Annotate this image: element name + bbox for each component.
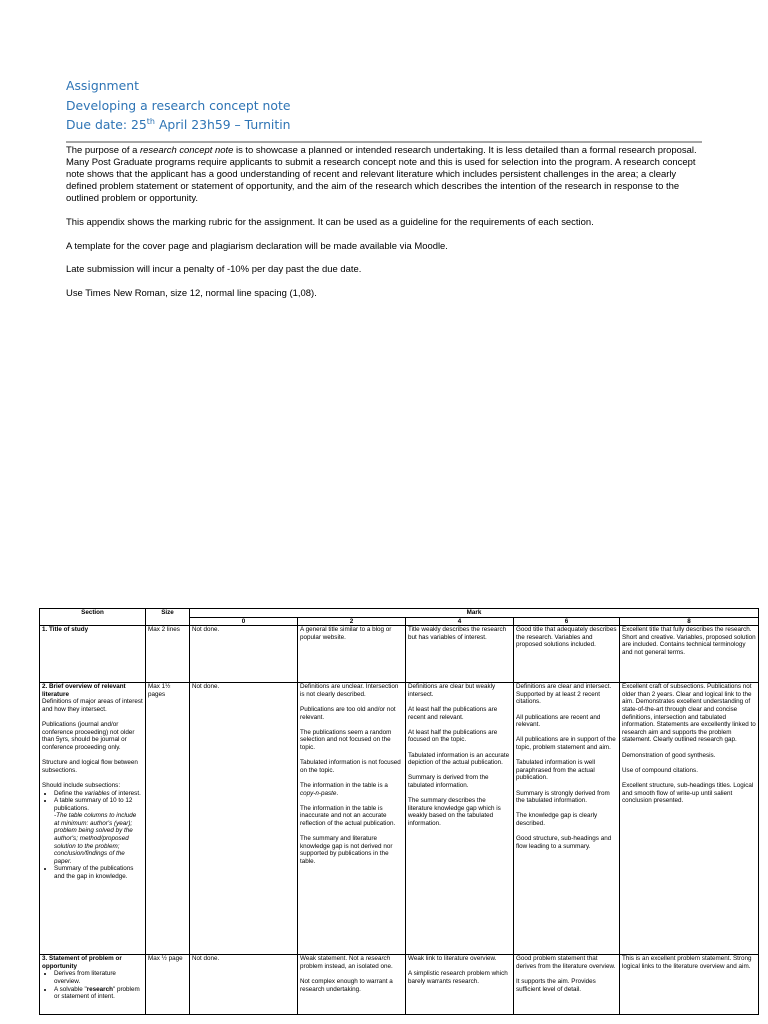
row3-m6-p1: Good problem statement that derives from the literature overview. xyxy=(516,955,616,970)
row2-m4-p4: Tabulated information is an accurate depiction of the actual publication. xyxy=(408,751,510,767)
row2-m2-p5-emphasis: copy-n-paste xyxy=(300,789,337,797)
row2-m4-p1: Definitions are clear but weakly intersect. xyxy=(408,683,496,698)
row2-mark-8 xyxy=(620,683,759,955)
row2-m6-p6: The knowledge gap is clearly described. xyxy=(516,812,598,827)
mark-6: 6 xyxy=(514,617,620,626)
table-row xyxy=(40,626,759,683)
row1-mark-8: Excellent title that fully describes the research. Short and creative. Variables, proposed solution are included. Contains technical terminology and not general terms. xyxy=(620,626,759,683)
intro-paragraph-1 xyxy=(66,145,708,205)
row2-section-p3: Structure and logical flow between subsections. xyxy=(42,759,138,774)
heading-assignment: Assignment xyxy=(66,78,139,93)
intro-paragraph-4: Late submission will incur a penalty of -10% per day past the due date. xyxy=(66,264,362,276)
header-section: Section xyxy=(40,609,146,626)
bullet-text: A table summary of 10 to 12 publications. xyxy=(54,797,133,812)
intro-paragraph-3: A template for the cover page and plagiarism declaration will be made available via Moodle. xyxy=(66,240,448,252)
row3-m2-p2: Not complex enough to warrant a research undertaking. xyxy=(300,977,393,993)
row3-mark-8: This is an excellent problem statement. Strong logical links to the literature overview and aim. xyxy=(620,955,759,1015)
mark-8: 8 xyxy=(620,617,759,626)
row2-m4-p2: At least half the publications are recent and relevant. xyxy=(408,705,498,721)
row2-m4-p6: The summary describes the literature knowledge gap which is weakly based on the tabulated information. xyxy=(408,797,501,827)
assignment-heading xyxy=(66,76,291,135)
row3-mark-0: Not done. xyxy=(190,955,298,1015)
row2-m8-p4: Excellent structure, sub-headings titles. Logical and smooth flow of write-up until salient conclusion presented. xyxy=(622,781,754,805)
row3-bullet-list xyxy=(42,970,143,1000)
row2-m8-p1: Excellent craft of subsections. Publications not older than 2 years. Clear and logical link to the aim. Demonstrates excellent understanding of state-of-the-art through clear and concise definitions, intersection and tabulated information. Statements are excellently linked to research aim and supports the problem statement. Clearly outlined research gap. xyxy=(622,683,756,744)
row2-m2-p5-text: The information in the table is a xyxy=(300,781,388,789)
row2-section-title: 2. Brief overview of relevant literature xyxy=(42,683,126,698)
table-row xyxy=(40,683,759,955)
header-mark: Mark xyxy=(190,609,759,618)
row2-m6-p1: Definitions are clear and intersect. Supported by at least 2 recent citations. xyxy=(516,683,612,706)
row2-subsection-list xyxy=(42,790,143,881)
row2-m6-p3: All publications are in support of the topic, problem statement and aim. xyxy=(516,736,616,751)
row3-mark-4 xyxy=(406,955,514,1015)
row3-m2-p1 xyxy=(300,955,403,970)
row3-section xyxy=(40,955,146,1015)
p1-text: The purpose of a xyxy=(66,145,140,156)
due-date-rest: April 23h59 – Turnitin xyxy=(155,117,291,132)
list-item xyxy=(54,797,143,865)
due-date-sup: th xyxy=(146,116,155,126)
row2-m6-p5: Summary is strongly derived from the tabulated information. xyxy=(516,789,610,805)
row2-m6-p4: Tabulated information is well paraphrased from the actual publication. xyxy=(516,759,596,782)
row2-m2-p2: Publications are too old and/or not relevant. xyxy=(300,705,396,721)
list-item: • Summary of the publications and the gap in knowledge. xyxy=(54,865,143,880)
row2-m2-p7: The summary and literature knowledge gap is not derived nor supported by publications in the table. xyxy=(300,835,393,865)
row3-mark-6 xyxy=(514,955,620,1015)
row2-mark-6 xyxy=(514,683,620,955)
row2-mark-2 xyxy=(298,683,406,955)
row2-size: Max 1½ pages xyxy=(146,683,190,955)
row3-m4-p1: Weak link to literature overview. xyxy=(408,955,497,963)
row2-section-p2: Publications (journal and/or conference proceeding) not older than 5yrs, should be journal or conference proceeding only. xyxy=(42,721,135,751)
p1-text-rest: is to showcase a planned or intended research undertaking. It is less detailed than a formal research proposal. Many Post Graduate programs require applicants to submit a research concept note and this is used for selection into the program. A research concept note shows that the applicant has a good understanding of recent and relevant literature which includes persistent challenges in the area; a clearly defined problem statement or statement of opportunity, and the aim of the research which describes the intention of the research in response to the outlined problem or opportunity. xyxy=(66,145,697,205)
row3-size: Max ½ page xyxy=(146,955,190,1015)
row3-m2-text-rest: problem instead, an isolated one. xyxy=(300,962,393,970)
mark-0: 0 xyxy=(190,617,298,626)
row3-m2-text: Weak statement. Not a xyxy=(300,955,366,963)
row2-m8-p2: Demonstration of good synthesis. xyxy=(622,751,716,759)
due-date-text: Due date: 25 xyxy=(66,117,147,132)
row2-m8-p3: Use of compound citations. xyxy=(622,766,698,774)
bullet-text: Define the xyxy=(54,789,85,797)
intro-paragraph-5: Use Times New Roman, size 12, normal line spacing (1,08). xyxy=(66,287,317,299)
heading-divider xyxy=(66,141,702,143)
table-row xyxy=(40,955,759,1015)
marking-rubric-table xyxy=(39,608,759,1015)
intro-text xyxy=(66,145,708,311)
row2-m2-p4: Tabulated information is not focused on the topic. xyxy=(300,759,401,774)
row2-m2-p6: The information in the table is inaccurate and not an accurate reflection of the actual publication. xyxy=(300,804,396,827)
row2-section-p4: Should include subsections: xyxy=(42,781,121,789)
row2-m6-p7: Good structure, sub-headings and flow leading to a summary. xyxy=(516,835,612,850)
bullet-emphasis: variables xyxy=(84,789,110,797)
intro-paragraph-2: This appendix shows the marking rubric for the assignment. It can be used as a guideline for the requirements of each section. xyxy=(66,216,594,228)
row3-mark-2 xyxy=(298,955,406,1015)
row3-m6-p2: It supports the aim. Provides sufficient level of detail. xyxy=(516,977,596,993)
row2-m4-p3: At least half the publications are focused on the topic. xyxy=(408,728,498,744)
row3-m4-p2: A simplistic research problem which barely warrants research. xyxy=(408,970,508,985)
row2-mark-4 xyxy=(406,683,514,955)
row2-m2-p3: The publications seem a random selection and not focused on the topic. xyxy=(300,728,392,751)
row2-section-p1: Definitions of major areas of interest and how they intersect. xyxy=(42,698,143,713)
mark-2: 2 xyxy=(298,617,406,626)
row1-mark-2: A general title similar to a blog or popular website. xyxy=(298,626,406,683)
row2-m6-p2: All publications are recent and relevant. xyxy=(516,713,601,729)
list-item: • Derives from literature overview. xyxy=(54,970,143,985)
row3-section-title: 3. Statement of problem or opportunity xyxy=(42,955,122,970)
heading-title: Developing a research concept note xyxy=(66,97,291,113)
heading-due-date xyxy=(66,115,291,135)
row2-m2-p5: The information in the table is a copy-n-paste. xyxy=(300,781,388,797)
row2-section xyxy=(40,683,146,955)
row1-mark-4: Title weakly describes the research but has variables of interest. xyxy=(406,626,514,683)
row2-m4-p5: Summary is derived from the tabulated information. xyxy=(408,774,489,789)
row2-mark-0: Not done. xyxy=(190,683,298,955)
bullet-emphasis: -The table columns to include at minimum: author's (year); problem being solved by the author's; method/proposed solution to the problem; conclusion/findings of the paper. xyxy=(54,812,137,865)
rubric-header-row xyxy=(40,609,759,618)
row3-m2-emphasis: research xyxy=(365,955,391,963)
bullet-text: A solvable " xyxy=(54,985,87,993)
row1-mark-0: Not done. xyxy=(190,626,298,683)
p1-emphasis: research concept note xyxy=(139,145,234,156)
bullet-text-rest: of interest. xyxy=(109,789,141,797)
list-item xyxy=(54,986,143,1001)
row1-mark-6: Good title that adequately describes the research. Variables and proposed solutions included. xyxy=(514,626,620,683)
list-item xyxy=(54,790,143,798)
bullet-text-rest: " problem or statement of intent. xyxy=(54,985,140,1001)
row1-size: Max 2 lines xyxy=(146,626,190,683)
mark-4: 4 xyxy=(406,617,514,626)
row1-section: 1. Title of study xyxy=(40,626,146,683)
row2-m2-p1: Definitions are unclear. Intersection is not clearly described. xyxy=(300,683,399,698)
bullet-bold: research xyxy=(86,985,113,993)
header-size: Size xyxy=(146,609,190,626)
